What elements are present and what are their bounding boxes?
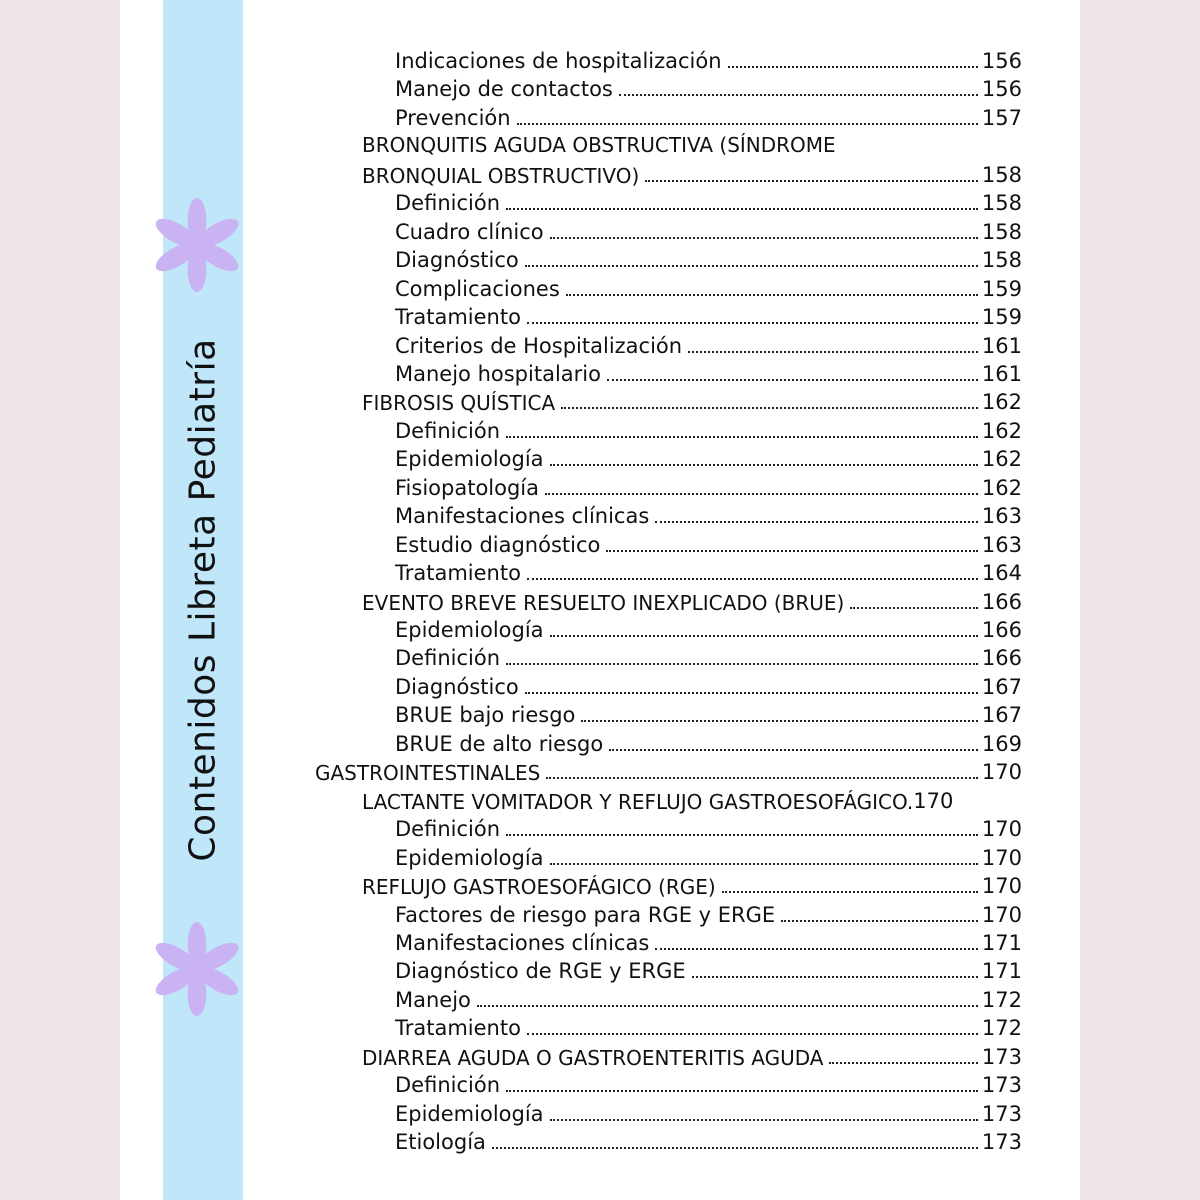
toc-entry[interactable]: [395, 243, 1022, 271]
dot-leader: [581, 720, 978, 722]
dot-leader: [606, 550, 978, 552]
toc-entry[interactable]: [395, 44, 1022, 72]
toc-entry-title: Criterios de Hospitalización: [395, 333, 683, 358]
toc-entry-title: Manifestaciones clínicas: [395, 930, 650, 955]
toc-entry-title: Diagnóstico: [395, 674, 519, 699]
toc-page-number: 162: [981, 447, 1022, 472]
toc-entry-title: Tratamiento: [395, 1016, 521, 1041]
dot-leader: [607, 379, 978, 381]
toc-entry-title: Diagnóstico de RGE y ERGE: [395, 959, 686, 984]
dot-leader: [477, 1005, 978, 1007]
dot-leader: [619, 94, 978, 96]
dot-leader: [566, 294, 978, 296]
dot-leader: [609, 749, 978, 751]
toc-entry[interactable]: [395, 926, 1022, 954]
dot-leader: [829, 1062, 977, 1064]
dot-leader: [506, 436, 978, 438]
toc-page-number: 170: [981, 874, 1022, 899]
dot-leader: [506, 208, 978, 210]
toc-entry-title: Manejo de contactos: [395, 77, 613, 102]
toc-page-number: 164: [981, 561, 1022, 586]
toc-entry[interactable]: [395, 101, 1022, 129]
toc-entry[interactable]: [395, 670, 1022, 698]
toc-page-number: 166: [981, 646, 1022, 671]
dot-leader: [550, 237, 978, 239]
toc-section-heading: BRONQUITIS AGUDA OBSTRUCTIVA (SÍNDROME: [362, 133, 836, 158]
toc-entry[interactable]: [395, 528, 1022, 556]
toc-entry[interactable]: [395, 727, 1022, 755]
toc-page-number: 172: [981, 987, 1022, 1012]
toc-entry[interactable]: [395, 556, 1022, 584]
toc-page-number: 173: [981, 1044, 1022, 1069]
toc-entry[interactable]: [362, 158, 1022, 186]
toc-page-number: 159: [981, 305, 1022, 330]
toc-entry-title: Cuadro clínico: [395, 219, 544, 244]
toc-page-number: 158: [981, 191, 1022, 216]
dot-leader: [506, 663, 978, 665]
dot-leader: [527, 1033, 978, 1035]
toc-page-number: 169: [981, 731, 1022, 756]
dot-leader: [655, 948, 978, 950]
toc-entry[interactable]: [395, 812, 1022, 840]
dot-leader: [525, 265, 978, 267]
toc-entry-title: Epidemiología: [395, 447, 544, 472]
toc-entry-title: Epidemiología: [395, 618, 544, 642]
toc-entry[interactable]: [362, 385, 1022, 416]
toc-entry[interactable]: [395, 1011, 1022, 1039]
toc-entry-title: DIARREA AGUDA O GASTROENTERITIS AGUDA: [362, 1045, 824, 1070]
dot-leader: [850, 607, 978, 609]
toc-entry[interactable]: [395, 641, 1022, 669]
toc-page-number: 162: [981, 418, 1022, 443]
toc-page-number: 159: [981, 276, 1022, 301]
toc-page-number: 166: [981, 618, 1022, 642]
toc-page-number: 170: [981, 760, 1022, 785]
toc-entry-title: REFLUJO GASTROESOFÁGICO (RGE): [362, 875, 716, 900]
dot-leader: [546, 777, 978, 779]
toc-entry[interactable]: [395, 698, 1022, 726]
toc-page-number: 163: [981, 504, 1022, 529]
toc-entry[interactable]: [395, 1125, 1022, 1153]
dot-leader: [527, 322, 978, 324]
dot-leader: [550, 464, 978, 466]
dot-leader: [517, 123, 978, 125]
toc-entry-title: Manifestaciones clínicas: [395, 504, 650, 529]
toc-entry[interactable]: [315, 755, 1022, 786]
toc-page-number: 167: [981, 703, 1022, 728]
toc-entry-title: Epidemiología: [395, 845, 544, 870]
toc-entry[interactable]: [395, 471, 1022, 499]
toc-page-number: 170: [913, 788, 954, 813]
toc-entry-title: Manejo hospitalario: [395, 361, 601, 386]
dot-leader: [527, 578, 978, 580]
toc-entry[interactable]: [395, 72, 1022, 100]
dot-leader: [525, 692, 978, 694]
toc-entry[interactable]: [395, 414, 1022, 442]
toc-page-number: 170: [981, 902, 1022, 927]
toc-entry-title: BRUE de alto riesgo: [395, 731, 604, 756]
toc-page-number: 157: [981, 105, 1022, 130]
dot-leader: [506, 1090, 978, 1092]
toc-entry[interactable]: [395, 841, 1022, 869]
toc-entry[interactable]: [395, 613, 1022, 641]
toc-page-number: 166: [981, 589, 1022, 614]
toc-entry[interactable]: [395, 357, 1022, 385]
toc-entry-title: Definición: [395, 817, 500, 842]
toc-page-number: 172: [981, 1016, 1022, 1041]
toc-entry-title: Definición: [395, 418, 500, 443]
toc-page-number: 158: [981, 219, 1022, 244]
toc-entry-title: GASTROINTESTINALES: [315, 761, 541, 786]
spine-title: Contenidos Libreta Pediatría: [182, 338, 224, 862]
toc-page-number: 158: [981, 162, 1022, 187]
toc-entry-title: Definición: [395, 646, 500, 671]
toc-entry[interactable]: [362, 784, 1022, 812]
toc-entry[interactable]: [395, 898, 1022, 926]
toc-page-number: 173: [981, 1101, 1022, 1126]
toc-entry[interactable]: [395, 186, 1022, 214]
toc-entry-title: Diagnóstico: [395, 248, 519, 273]
dot-leader: [492, 1147, 978, 1149]
toc-entry[interactable]: [362, 869, 1022, 900]
toc-entry-title: Definición: [395, 191, 500, 216]
toc-entry-title: Indicaciones de hospitalización: [395, 49, 722, 73]
toc-entry[interactable]: [395, 300, 1022, 328]
toc-page-number: 171: [981, 959, 1022, 984]
toc-entry-title: FIBROSIS QUÍSTICA: [362, 391, 556, 416]
toc-page-number: 162: [981, 390, 1022, 415]
toc-entry-title: Definición: [395, 1073, 500, 1098]
toc-entry-title: Tratamiento: [395, 561, 521, 586]
toc-entry-title: EVENTO BREVE RESUELTO INEXPLICADO (BRUE): [362, 590, 845, 615]
dot-leader: [550, 863, 978, 865]
toc-page-number: 158: [981, 248, 1022, 273]
toc-entry-title: Prevención: [395, 105, 511, 130]
toc-page-number: 167: [981, 674, 1022, 699]
toc-page-number: 162: [981, 475, 1022, 500]
toc-page-number: 171: [981, 930, 1022, 955]
toc-entry-title: Estudio diagnóstico: [395, 532, 601, 557]
toc-entry[interactable]: [395, 983, 1022, 1011]
toc-page-number: 170: [981, 817, 1022, 842]
toc-page-number: 170: [981, 845, 1022, 870]
toc-entry[interactable]: [395, 215, 1022, 243]
toc-entry[interactable]: [395, 272, 1022, 300]
dot-leader: [506, 834, 978, 836]
toc-entry-title: Epidemiología: [395, 1101, 544, 1126]
toc-entry[interactable]: [395, 1097, 1022, 1125]
dot-leader: [561, 407, 978, 409]
toc-entry-title: Fisiopatología: [395, 475, 540, 500]
toc-entry[interactable]: [395, 442, 1022, 470]
toc-entry-title: Factores de riesgo para RGE y ERGE: [395, 902, 776, 927]
toc-entry[interactable]: [395, 954, 1022, 982]
dot-leader: [722, 891, 978, 893]
toc-entry-title: Complicaciones: [395, 276, 560, 301]
toc-entry[interactable]: [362, 585, 1022, 613]
toc-entry[interactable]: [362, 1040, 1022, 1068]
toc-entry-title: Tratamiento: [395, 305, 521, 330]
toc-page-number: 156: [981, 49, 1022, 73]
dot-leader: [550, 1119, 978, 1121]
dot-leader: [655, 521, 978, 523]
toc-entry[interactable]: [395, 499, 1022, 527]
toc-page-number: 173: [981, 1073, 1022, 1098]
toc-entry[interactable]: [395, 329, 1022, 357]
toc-page-number: 163: [981, 532, 1022, 557]
toc-entry-title: LACTANTE VOMITADOR Y REFLUJO GASTROESOFÁGICO.: [362, 789, 914, 814]
toc-entry-title: BRONQUIAL OBSTRUCTIVO): [362, 163, 640, 188]
dot-leader: [550, 635, 978, 637]
toc-entry-title: Etiología: [395, 1130, 486, 1155]
dot-leader: [781, 920, 978, 922]
dot-leader: [545, 493, 978, 495]
dot-leader: [645, 180, 978, 182]
toc-page-number: 156: [981, 77, 1022, 102]
dot-leader: [728, 66, 978, 68]
dot-leader: [688, 351, 978, 353]
toc-entry[interactable]: [395, 1068, 1022, 1096]
dot-leader: [692, 976, 978, 978]
toc-entry-title: BRUE bajo riesgo: [395, 703, 576, 728]
toc-entry-title: Manejo: [395, 987, 471, 1012]
toc-page-number: 173: [981, 1130, 1022, 1155]
toc-page-number: 161: [981, 333, 1022, 358]
toc-page-number: 161: [981, 361, 1022, 386]
